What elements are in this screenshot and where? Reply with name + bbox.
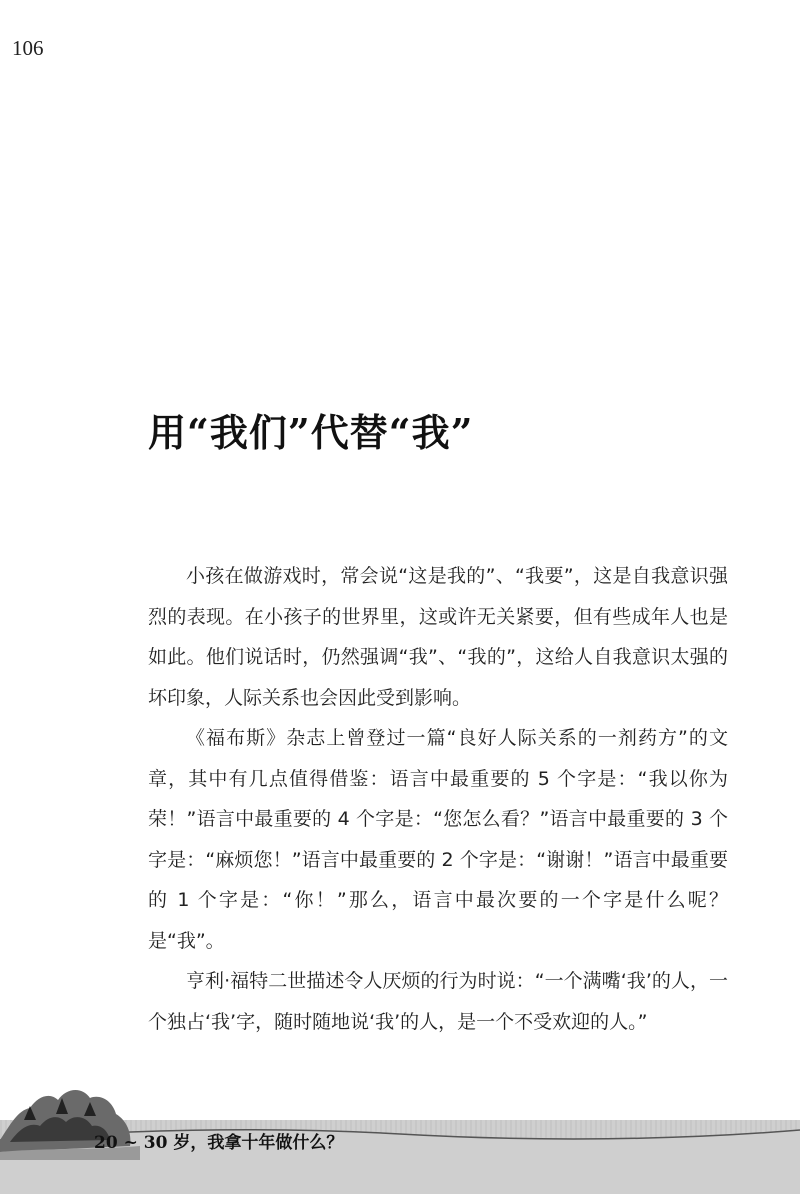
running-footer-title: 20 ~ 30 岁，我拿十年做什么？ [94,1133,344,1153]
body-paragraph: 小孩在做游戏时，常会说“这是我的”、“我要”，这是自我意识强烈的表现。在小孩子的世界里，这或许无关紧要，但有些成年人也是如此。他们说话时，仍然强调“我”、“我的”，这给人自我意识太强的坏印象，人际关系也会因此受到影响。 [148,565,728,709]
article-body [148,556,728,1042]
chapter-title: 用“我们”代替“我” [148,410,474,455]
body-paragraph: 《福布斯》杂志上曾登过一篇“良好人际关系的一剂药方”的文章，其中有几点值得借鉴：语言中最重要的 5 个字是：“我以你为荣！”语言中最重要的 4 个字是：“您怎么看？”语言中最重要的 3 个字是：“麻烦您！”语言中最重要的 2 个字是：“谢谢！”语言中最重要的 1 个字是：“你！”那么，语言中最次要的一个字是什么呢？是“我”。 [148,727,728,952]
body-paragraph: 亨利·福特二世描述令人厌烦的行为时说：“一个满嘴‘我’的人，一个独占‘我’字，随时随地说‘我’的人，是一个不受欢迎的人。” [148,970,728,1033]
page-number: 106 [12,36,44,60]
